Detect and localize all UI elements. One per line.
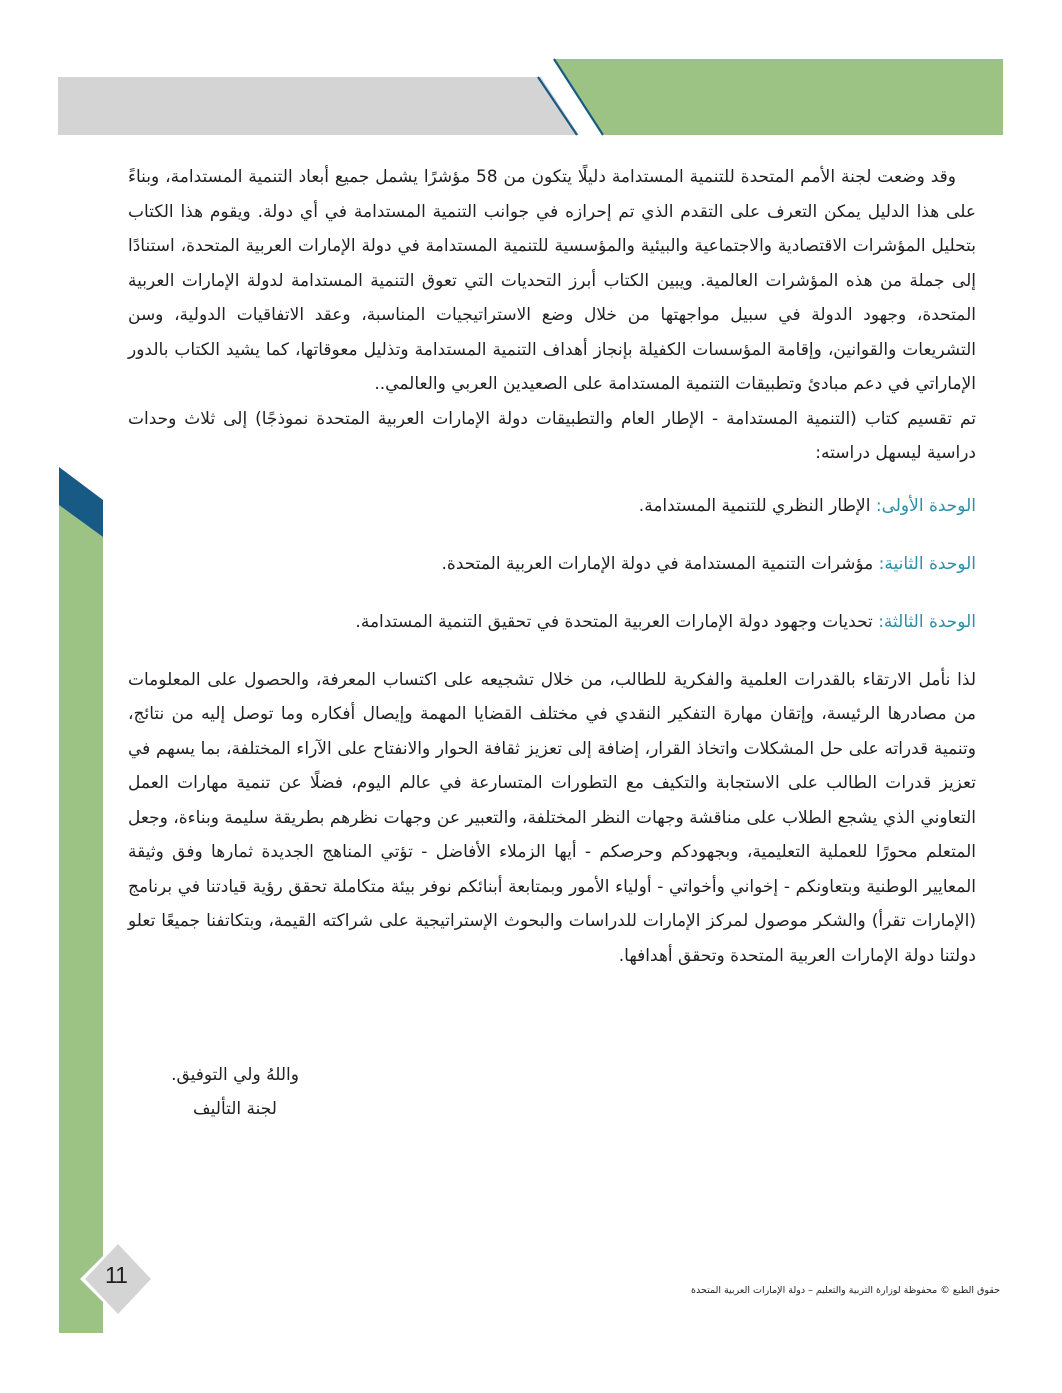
intro-paragraph-1-text: وقد وضعت لجنة الأمم المتحدة للتنمية المستدامة دليلًا يتكون من 58 مؤشرًا يشمل جميع أبعاد التنمية المستدامة، وبناءً على هذا الدليل يمكن التعرف على التقدم الذي تم إحرازه في جوانب التنمية المستدامة في أي دولة. ويقوم هذا الكتاب بتحليل المؤشرات الاقتصادية والاجتماعية والبيئية والمؤسسية للتنمية المستدامة في دولة الإمارات العربية المتحدة، استنادًا إلى جملة من هذه المؤشرات العالمية. ويبين الكتاب أبرز التحديات التي تعوق التنمية المستدامة لدولة الإمارات العربية المتحدة، وجهود الدولة في سبيل مواجهتها من خلال وضع الاستراتيجيات المناسبة، وعقد الاتفاقيات الدولية، وسن التشريعات والقوانين، وإقامة المؤسسات الكفيلة بإنجاز أهداف التنمية المستدامة وتذليل معوقاتها، كما يشيد الكتاب بالدور الإماراتي في دعم مبادئ وتطبيقات التنمية المستدامة على الصعيدين العربي والعالمي.. — [128, 167, 976, 394]
unit-item — [128, 605, 976, 639]
intro-paragraph-1 — [128, 160, 976, 402]
unit-label: الوحدة الأولى: — [875, 495, 976, 516]
unit-title: تحديات وجهود دولة الإمارات العربية المتحدة في تحقيق التنمية المستدامة. — [355, 611, 873, 632]
unit-title: الإطار النظري للتنمية المستدامة. — [638, 495, 871, 516]
unit-item — [128, 489, 976, 523]
unit-label: الوحدة الثالثة: — [878, 611, 976, 632]
header-gray-bar — [58, 77, 579, 135]
signature-author: لجنة التأليف — [193, 1099, 277, 1119]
signature-closing-line: واللهُ ولي التوفيق. — [171, 1065, 299, 1085]
closing-paragraph: لذا نأمل الارتقاء بالقدرات العلمية والفكرية للطالب، من خلال تشجيعه على اكتساب المعرفة، والحصول على المعلومات من مصادرها الرئيسة، وإتقان مهارة التفكير النقدي في مختلف القضايا المهمة وإيصال أفكاره وما توصل إليه من نتائج، وتنمية قدراته على حل المشكلات واتخاذ القرار، إضافة إلى تعزيز ثقافة الحوار والانفتاح على الآراء المختلفة، بما يسهم في تعزيز قدرات الطالب على الاستجابة والتكيف مع التطورات المتسارعة في عالم اليوم، فضلًا عن تنمية مهارات العمل التعاوني الذي يشجع الطلاب على مناقشة وجهات النظر المختلفة، والتعبير عن وجهات نظرهم بطريقة سليمة وبناءة، وجعل المتعلم محورًا للعملية التعليمية، وبجهودكم وحرصكم - أيها الزملاء الأفاضل - تؤتي المناهج الجديدة ثمارها وفق وثيقة المعايير الوطنية وبتعاونكم - إخواني وأخواتي - أولياء الأمور وبمتابعة أبنائكم نوفر بيئة متكاملة تحقق رؤية قيادتنا في برنامج (الإمارات تقرأ) والشكر موصول لمركز الإمارات للدراسات والبحوث الإستراتيجية على شراكته القيمة، وبتكاتفنا جميعًا تعلو دولتنا دولة الإمارات العربية المتحدة وتحقق أهدافها. — [128, 669, 976, 966]
copyright-notice: حقوق الطبع © محفوظة لوزارة التربية والتعليم – دولة الإمارات العربية المتحدة — [691, 1285, 1000, 1296]
intro-paragraph-2: تم تقسيم كتاب (التنمية المستدامة - الإطار العام والتطبيقات دولة الإمارات العربية المتحدة نموذجًا) إلى ثلاث وحدات دراسية ليسهل دراسته: — [128, 408, 976, 463]
header-green-bar — [555, 59, 1003, 135]
sidebar-green-bar — [59, 505, 103, 1333]
unit-item — [128, 547, 976, 581]
signature-block — [150, 1058, 320, 1126]
page-number: 11 — [105, 1262, 127, 1288]
unit-title: مؤشرات التنمية المستدامة في دولة الإمارات العربية المتحدة. — [441, 553, 874, 574]
preface-content — [128, 160, 976, 973]
sidebar-decoration — [0, 460, 120, 1340]
unit-label: الوحدة الثانية: — [878, 553, 976, 574]
header-decoration — [0, 0, 1062, 140]
units-list — [128, 489, 976, 639]
